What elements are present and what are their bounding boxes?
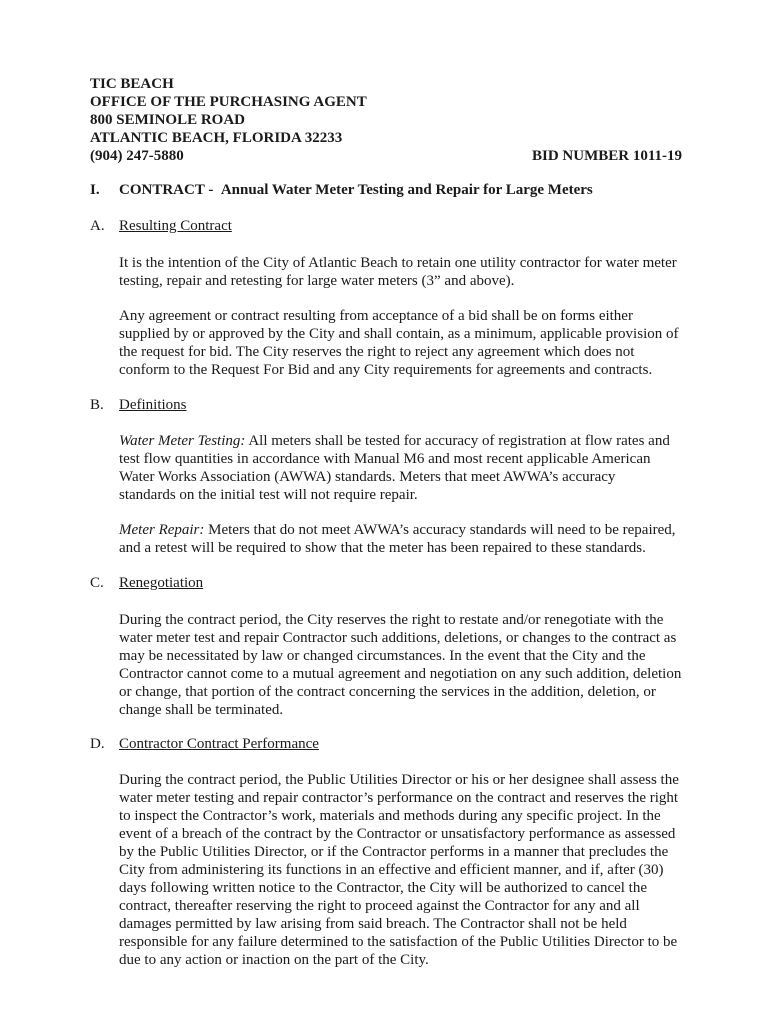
paragraph-line: test flow quantities in accordance with Manual M6 and most recent applicable American xyxy=(119,451,651,467)
paragraph-b2 xyxy=(119,521,693,557)
definition-term: Water Meter Testing: xyxy=(119,433,246,449)
office-name-line: TIC BEACH xyxy=(90,76,174,92)
definition-text: Meters that do not meet AWWA’s accuracy standards will need to be repaired, xyxy=(204,522,676,538)
paragraph-line: supplied by or approved by the City and shall contain, as a minimum, applicable provision of xyxy=(119,326,679,342)
definition-text: All meters shall be tested for accuracy of registration at flow rates and xyxy=(245,433,670,449)
paragraph-a2 xyxy=(119,307,693,379)
paragraph-line: event of a breach of the contract by the Contractor or unsatisfactory performance as assessed xyxy=(119,826,676,842)
subsection-title: Contractor Contract Performance xyxy=(119,736,319,752)
paragraph-line: It is the intention of the City of Atlantic Beach to retain one utility contractor for water meter xyxy=(119,255,677,271)
paragraph-a1 xyxy=(119,254,693,290)
paragraph-line xyxy=(119,521,693,539)
paragraph-line: Water Works Association (AWWA) standards. Meters that meet AWWA’s accuracy xyxy=(119,469,616,485)
subsection-title: Resulting Contract xyxy=(119,218,232,234)
section-numeral: I. xyxy=(90,182,100,198)
paragraph-line: conform to the Request For Bid and any City requirements for agreements and contracts. xyxy=(119,362,653,378)
bid-number: BID NUMBER 1011-19 xyxy=(531,148,682,164)
office-title-line: OFFICE OF THE PURCHASING AGENT xyxy=(90,94,367,110)
paragraph-line: contract, thereafter reserving the right to proceed against the Contractor for any and all xyxy=(119,898,640,914)
paragraph-line xyxy=(119,432,693,450)
section-label: CONTRACT - xyxy=(119,182,214,198)
paragraph-line: Contractor cannot come to a mutual agreement and negotiation on any such addition, deletion xyxy=(119,666,682,682)
paragraph-line: standards on the initial test will not require repair. xyxy=(119,487,418,503)
paragraph-line: and a retest will be required to show that the meter has been repaired to these standards. xyxy=(119,540,646,556)
paragraph-line: damages permitted by law arising from said breach. The Contractor shall not be held xyxy=(119,916,627,932)
paragraph-line: days following written notice to the Contractor, the City will be authorized to cancel the xyxy=(119,880,648,896)
street-address-line: 800 SEMINOLE ROAD xyxy=(90,112,246,128)
subsection-b-heading xyxy=(90,397,187,414)
paragraph-line: water meter testing and repair contractor’s performance on the contract and reserves the right xyxy=(119,790,679,806)
subsection-a-heading xyxy=(90,218,232,235)
phone-number: (904) 247-5880 xyxy=(90,148,184,164)
subsection-title: Renegotiation xyxy=(119,575,204,591)
paragraph-line: Any agreement or contract resulting from acceptance of a bid shall be on forms either xyxy=(119,308,633,324)
subsection-letter: D. xyxy=(90,736,105,752)
paragraph-d1 xyxy=(119,771,693,969)
paragraph-b1 xyxy=(119,432,693,504)
subsection-letter: C. xyxy=(90,575,104,591)
paragraph-line: testing, repair and retesting for large water meters (3” and above). xyxy=(119,273,515,289)
subsection-letter: B. xyxy=(90,397,104,413)
paragraph-c1 xyxy=(119,611,693,719)
city-state-zip-line: ATLANTIC BEACH, FLORIDA 32233 xyxy=(90,130,343,146)
definition-term: Meter Repair: xyxy=(119,522,205,538)
paragraph-line: change shall be terminated. xyxy=(119,702,284,718)
paragraph-line: by the Public Utilities Director, or if the Contractor performs in a manner that precludes the xyxy=(119,844,669,860)
phone-bid-line xyxy=(90,147,682,165)
paragraph-line: City from administering its functions in an effective and efficient manner, and if, after (30) xyxy=(119,862,664,878)
subsection-letter: A. xyxy=(90,218,105,234)
section-title-text: Annual Water Meter Testing and Repair for Large Meters xyxy=(220,182,593,198)
paragraph-line: due to any action or inaction on the part of the City. xyxy=(119,952,429,968)
paragraph-line: During the contract period, the City reserves the right to restate and/or renegotiate with the xyxy=(119,612,664,628)
letterhead xyxy=(90,75,682,165)
section-heading xyxy=(90,182,690,199)
subsection-d-heading xyxy=(90,736,319,753)
subsection-c-heading xyxy=(90,575,203,592)
paragraph-line: or change, that portion of the contract concerning the services in the addition, deletion, or xyxy=(119,684,656,700)
subsection-title: Definitions xyxy=(119,397,187,413)
paragraph-line: may be necessitated by law or changed circumstances. In the event that the City and the xyxy=(119,648,646,664)
paragraph-line: to inspect the Contractor’s work, materials and methods during any specific project. In the xyxy=(119,808,661,824)
paragraph-line: During the contract period, the Public Utilities Director or his or her designee shall assess the xyxy=(119,772,679,788)
paragraph-line: responsible for any failure determined to the satisfaction of the Public Utilities Director to be xyxy=(119,934,678,950)
paragraph-line: water meter test and repair Contractor such additions, deletions, or changes to the contract as xyxy=(119,630,677,646)
paragraph-line: the request for bid. The City reserves the right to reject any agreement which does not xyxy=(119,344,635,360)
